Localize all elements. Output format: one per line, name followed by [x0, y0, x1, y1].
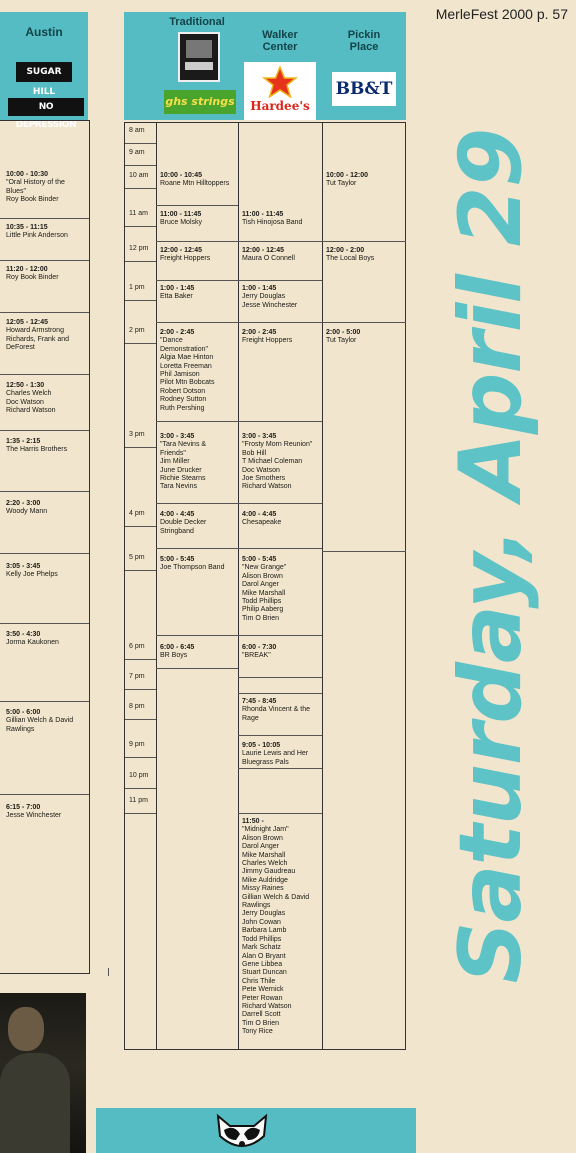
- pickin-entry: [326, 172, 368, 189]
- walker-entry-performer: Bluegrass Pals: [242, 758, 289, 766]
- walker-entry-performer: Jerry Douglas: [242, 910, 286, 918]
- traditional-entry-performer: Joe Thompson Band: [160, 564, 225, 572]
- walker-entry-performer: Rawlings: [242, 902, 271, 910]
- time-slot-rule: [125, 813, 156, 814]
- time-slot-rule: [125, 188, 156, 189]
- pickin-entry-time: 10:00 - 12:00: [326, 172, 369, 179]
- traditional-entry: [160, 211, 202, 228]
- austin-entry-performer: DeForest: [6, 344, 35, 352]
- austin-entry-performer: Woody Mann: [6, 508, 48, 516]
- traditional-entry-performer: Friends": [160, 449, 186, 457]
- time-slot-label: 4 pm: [129, 510, 145, 517]
- time-slot-rule: [125, 261, 156, 262]
- walker-entry-rule: [238, 768, 322, 769]
- pickin-entry-rule: [322, 551, 406, 552]
- no-depression-logo: NO DEPRESSION: [8, 98, 84, 116]
- bbt-wordmark: BB&T: [335, 79, 393, 99]
- traditional-entry-performer: Rodney Sutton: [160, 396, 207, 404]
- austin-entry-rule: [0, 794, 89, 795]
- time-slot-label: 6 pm: [129, 643, 145, 650]
- walker-entry-performer: Philip Aaberg: [242, 606, 284, 614]
- walker-entry-performer: T Michael Coleman: [242, 458, 303, 466]
- time-slot-label: 11 pm: [129, 797, 148, 804]
- ghs-strings-logo: ghs strings: [164, 90, 236, 114]
- austin-entry-time: 2:20 - 3:00: [6, 500, 41, 507]
- traditional-entry-time: 5:00 - 5:45: [160, 556, 195, 563]
- walker-entry: [242, 511, 281, 528]
- traditional-entry-rule: [156, 635, 238, 636]
- walker-entry-performer: Darol Anger: [242, 843, 279, 851]
- austin-entry: [6, 631, 86, 648]
- walker-entry-performer: Tim O Brien: [242, 614, 280, 622]
- pickin-entry-performer: Tut Taylor: [326, 337, 357, 345]
- traditional-entry: [160, 247, 210, 264]
- traditional-entry-performer: Algia Mae Hinton: [160, 354, 214, 362]
- austin-entry-time: 10:00 - 10:30: [6, 171, 49, 178]
- time-slot-label: 11 am: [129, 210, 148, 217]
- walker-entry-time: 2:00 - 2:45: [242, 329, 277, 336]
- time-slot-rule: [125, 689, 156, 690]
- austin-entry-performer: Jorma Kaukonen: [6, 639, 59, 647]
- walker-entry-performer: Rage: [242, 714, 259, 722]
- walker-entry-time: 9:05 - 10:05: [242, 742, 281, 749]
- photo-face: [8, 1007, 44, 1051]
- walker-entry-performer: "Frosty Morn Reunion": [242, 441, 313, 449]
- walker-entry-performer: Freight Hoppers: [242, 337, 293, 345]
- austin-entry-performer: "Oral History of the: [6, 179, 65, 187]
- walker-entry-rule: [238, 735, 322, 736]
- walker-entry-performer: "Midnight Jam": [242, 826, 289, 834]
- traditional-entry-rule: [156, 205, 238, 206]
- walker-entry-time: 11:00 - 11:45: [242, 211, 284, 218]
- traditional-entry: [160, 644, 194, 661]
- page-caption: MerleFest 2000 p. 57: [435, 6, 568, 22]
- time-slot-label: 12 pm: [129, 245, 149, 252]
- time-slot-rule: [125, 343, 156, 344]
- walker-entry-time: 6:00 - 7:30: [242, 644, 277, 651]
- time-slot-rule: [125, 300, 156, 301]
- walker-entry-performer: Todd Phillips: [242, 935, 282, 943]
- austin-entry-performer: Howard Armstrong: [6, 327, 64, 335]
- walker-entry-performer: Jimmy Gaudreau: [242, 868, 296, 876]
- austin-entry-rule: [0, 553, 89, 554]
- walker-entry: [242, 556, 286, 623]
- traditional-entry: [160, 172, 229, 189]
- walker-entry-performer: Missy Raines: [242, 885, 284, 893]
- traditional-entry-performer: Bruce Molsky: [160, 219, 203, 227]
- traditional-entry-performer: Pilot Mtn Bobcats: [160, 379, 215, 387]
- time-slot-label: 5 pm: [129, 554, 145, 561]
- time-slot-label: 2 pm: [129, 327, 145, 334]
- walker-entry-performer: Bob Hill: [242, 449, 267, 457]
- austin-entry: [6, 709, 86, 734]
- walker-entry: [242, 644, 276, 661]
- austin-entry-time: 1:35 - 2:15: [6, 438, 41, 445]
- pickin-entry-rule: [322, 322, 406, 323]
- traditional-emblem-logo: [178, 32, 220, 82]
- traditional-entry-rule: [156, 421, 238, 422]
- traditional-entry-rule: [156, 241, 238, 242]
- walker-entry-performer: Maura O Connell: [242, 255, 295, 263]
- walker-entry-rule: [238, 635, 322, 636]
- walker-entry-performer: Tony Rice: [242, 1028, 273, 1036]
- walker-entry-performer: Barbara Lamb: [242, 927, 287, 935]
- grid-divider: [322, 123, 323, 1049]
- walker-entry-performer: Richard Watson: [242, 1002, 292, 1010]
- walker-entry-performer: Stuart Duncan: [242, 969, 287, 977]
- walker-entry: [242, 818, 309, 1037]
- walker-entry-performer: Pete Wernick: [242, 986, 284, 994]
- traditional-entry-performer: Tara Nevins: [160, 483, 197, 491]
- time-slot-rule: [125, 143, 156, 144]
- austin-entry-rule: [0, 623, 89, 624]
- austin-entry: [6, 382, 86, 416]
- austin-entry-performer: The Harris Brothers: [6, 446, 68, 454]
- pickin-entry-performer: The Local Boys: [326, 255, 375, 263]
- pickin-entry: [326, 247, 374, 264]
- walker-entry-performer: Gene Libbea: [242, 960, 283, 968]
- traditional-entry-rule: [156, 503, 238, 504]
- traditional-entry-performer: Stringband: [160, 527, 194, 535]
- walker-entry-performer: Peter Rowan: [242, 994, 283, 1002]
- time-slot-label: 8 am: [129, 127, 145, 134]
- walker-entry-rule: [238, 503, 322, 504]
- walker-entry-performer: "BREAK": [242, 652, 271, 660]
- time-slot-label: 10 pm: [129, 772, 149, 779]
- walker-entry-rule: [238, 280, 322, 281]
- time-slot-rule: [125, 788, 156, 789]
- time-slot-rule: [125, 526, 156, 527]
- performer-photo: [0, 993, 86, 1153]
- pickin-entry-rule: [322, 241, 406, 242]
- austin-entry-rule: [0, 260, 89, 261]
- austin-entry-time: 3:50 - 4:30: [6, 631, 41, 638]
- walker-entry-time: 12:00 - 12:45: [242, 247, 285, 254]
- austin-entry-rule: [0, 491, 89, 492]
- walker-entry-time: 4:00 - 4:45: [242, 511, 277, 518]
- pickin-entry: [326, 329, 360, 346]
- walker-entry-performer: Mark Schatz: [242, 944, 281, 952]
- pickin-entry-performer: Tut Taylor: [326, 180, 357, 188]
- austin-entry: [6, 319, 86, 353]
- sugar-hill-logo: SUGAR HILL: [16, 62, 72, 82]
- traditional-entry-performer: Loretta Freeman: [160, 362, 212, 370]
- austin-entry-rule: [0, 430, 89, 431]
- austin-entry-time: 3:05 - 3:45: [6, 563, 41, 570]
- traditional-entry-performer: "Dance: [160, 337, 183, 345]
- traditional-entry-performer: Jim Miller: [160, 458, 190, 466]
- walker-entry-rule: [238, 241, 322, 242]
- austin-entry-performer: Roy Book Binder: [6, 274, 59, 282]
- pickin-entry-time: 2:00 - 5:00: [326, 329, 361, 336]
- time-slot-rule: [125, 659, 156, 660]
- traditional-entry-time: 1:00 - 1:45: [160, 285, 195, 292]
- traditional-entry-performer: Etta Baker: [160, 293, 193, 301]
- walker-entry-performer: Rhonda Vincent & the: [242, 706, 310, 714]
- austin-entry-performer: Richards, Frank and: [6, 335, 70, 343]
- austin-entry-rule: [0, 218, 89, 219]
- walker-entry-performer: Charles Welch: [242, 860, 288, 868]
- traditional-entry-performer: Richie Stearns: [160, 475, 206, 483]
- walker-entry-performer: Mike Marshall: [242, 851, 286, 859]
- walker-entry-time: 3:00 - 3:45: [242, 433, 277, 440]
- austin-entry-performer: Blues": [6, 187, 26, 195]
- walker-entry-rule: [238, 693, 322, 694]
- traditional-entry: [160, 556, 224, 573]
- stage-header-band: [124, 12, 406, 120]
- walker-entry-rule: [238, 322, 322, 323]
- pickin-stage-header: [322, 12, 406, 120]
- austin-entry-rule: [0, 312, 89, 313]
- walker-stage-header: [238, 12, 322, 120]
- traditional-entry-time: 10:00 - 10:45: [160, 172, 203, 179]
- traditional-stage-header: [156, 12, 238, 120]
- austin-entry: [6, 563, 86, 580]
- walker-entry-performer: Mike Marshall: [242, 589, 286, 597]
- traditional-entry-performer: "Tara Nevins &: [160, 441, 207, 449]
- margin-mark: [108, 968, 109, 976]
- traditional-entry-rule: [156, 322, 238, 323]
- traditional-entry-time: 4:00 - 4:45: [160, 511, 195, 518]
- austin-entry-rule: [0, 374, 89, 375]
- austin-entry-performer: Charles Welch: [6, 390, 52, 398]
- time-slot-label: 9 am: [129, 149, 145, 156]
- traditional-entry-time: 2:00 - 2:45: [160, 329, 195, 336]
- walker-entry-performer: Jerry Douglas: [242, 293, 286, 301]
- austin-entry-performer: Jesse Winchester: [6, 812, 62, 820]
- walker-entry-rule: [238, 677, 322, 678]
- austin-entry-performer: Rawlings: [6, 725, 35, 733]
- walker-entry-performer: Tim O Brien: [242, 1019, 280, 1027]
- austin-entry-performer: Gillian Welch & David: [6, 717, 74, 725]
- walker-entry: [242, 742, 308, 767]
- austin-entry: [6, 438, 86, 455]
- walker-entry-time: 5:00 - 5:45: [242, 556, 277, 563]
- austin-entry-performer: Kelly Joe Phelps: [6, 571, 58, 579]
- walker-entry-performer: Mike Auldridge: [242, 876, 288, 884]
- hardees-logo: [244, 62, 316, 120]
- hardees-star-icon: [260, 66, 300, 98]
- traditional-entry-time: 11:00 - 11:45: [160, 211, 202, 218]
- traditional-entry-performer: Robert Dotson: [160, 387, 206, 395]
- austin-entry-performer: Roy Book Binder: [6, 196, 59, 204]
- walker-entry-performer: Gillian Welch & David: [242, 893, 310, 901]
- traditional-entry: [160, 329, 214, 413]
- walker-entry: [242, 329, 292, 346]
- walker-entry-performer: Darol Anger: [242, 581, 279, 589]
- walker-entry-performer: Chris Thile: [242, 977, 276, 985]
- pickin-entry-time: 12:00 - 2:00: [326, 247, 365, 254]
- austin-entry: [6, 804, 86, 821]
- walker-entry-performer: Doc Watson: [242, 466, 280, 474]
- walker-entry-performer: Alison Brown: [242, 834, 283, 842]
- time-slot-rule: [125, 447, 156, 448]
- walker-entry: [242, 698, 310, 723]
- walker-entry-performer: Alison Brown: [242, 572, 283, 580]
- walker-entry-performer: Alan O Bryant: [242, 952, 286, 960]
- walker-entry-performer: Richard Watson: [242, 483, 292, 491]
- traditional-entry-performer: June Drucker: [160, 466, 202, 474]
- traditional-entry-rule: [156, 280, 238, 281]
- time-slot-label: 1 pm: [129, 284, 145, 291]
- austin-entry-time: 11:20 - 12:00: [6, 266, 48, 273]
- walker-entry-rule: [238, 813, 322, 814]
- austin-entry-time: 12:50 - 1:30: [6, 382, 45, 389]
- time-slot-rule: [125, 719, 156, 720]
- walker-entry-time: 11:50 -: [242, 818, 264, 825]
- walker-entry-performer: John Cowan: [242, 918, 281, 926]
- traditional-entry-performer: Ruth Pershing: [160, 404, 205, 412]
- time-slot-rule: [125, 757, 156, 758]
- austin-entry-rule: [0, 701, 89, 702]
- austin-entry-performer: Richard Watson: [6, 407, 56, 415]
- walker-entry-performer: "New Grange": [242, 564, 287, 572]
- day-title: Saturday, April 29: [441, 128, 541, 984]
- raccoon-mascot-icon: [212, 1112, 272, 1153]
- austin-entry: [6, 500, 86, 517]
- walker-entry-rule: [238, 421, 322, 422]
- walker-entry-rule: [238, 548, 322, 549]
- time-slot-rule: [125, 226, 156, 227]
- time-slot-label: 3 pm: [129, 431, 145, 438]
- austin-entry: [6, 171, 86, 205]
- walker-entry: [242, 211, 302, 228]
- pickin-stage-title: Pickin Place: [347, 29, 381, 53]
- walker-stage-title: Walker Center: [262, 29, 298, 53]
- hardees-wordmark: Hardee's: [250, 99, 310, 113]
- walker-entry-performer: Darrell Scott: [242, 1011, 281, 1019]
- austin-entry-performer: Doc Watson: [6, 398, 44, 406]
- austin-entry-time: 6:15 - 7:00: [6, 804, 41, 811]
- walker-entry: [242, 285, 297, 310]
- traditional-entry: [160, 433, 206, 492]
- time-slot-label: 9 pm: [129, 741, 145, 748]
- bbt-logo: [332, 72, 396, 106]
- schedule-grid: [124, 122, 406, 1050]
- traditional-entry-performer: Roane Mtn Hilltoppers: [160, 180, 230, 188]
- walker-entry: [242, 433, 312, 492]
- traditional-entry-time: 3:00 - 3:45: [160, 433, 195, 440]
- grid-divider: [238, 123, 239, 1049]
- time-slot-label: 7 pm: [129, 673, 145, 680]
- traditional-entry-performer: Demonstration": [160, 345, 209, 353]
- traditional-entry-performer: Phil Jamison: [160, 371, 200, 379]
- walker-entry-performer: Tish Hinojosa Band: [242, 219, 303, 227]
- traditional-entry-rule: [156, 548, 238, 549]
- photo-body: [0, 1053, 70, 1153]
- walker-entry-performer: Joe Smothers: [242, 475, 286, 483]
- walker-entry-performer: Todd Phillips: [242, 598, 282, 606]
- traditional-entry-performer: Freight Hoppers: [160, 255, 211, 263]
- walker-entry-performer: Jesse Winchester: [242, 301, 298, 309]
- traditional-entry-performer: Double Decker: [160, 519, 207, 527]
- grid-divider: [156, 123, 157, 1049]
- time-slot-rule: [125, 165, 156, 166]
- walker-entry-performer: Chesapeake: [242, 519, 282, 527]
- traditional-entry: [160, 511, 206, 536]
- time-slot-label: 8 pm: [129, 703, 145, 710]
- traditional-entry-performer: BR Boys: [160, 652, 188, 660]
- time-slot-rule: [125, 570, 156, 571]
- austin-stage-title: Austin: [25, 25, 63, 39]
- traditional-stage-title: Traditional: [169, 16, 225, 28]
- austin-entry-time: 12:05 - 12:45: [6, 319, 49, 326]
- traditional-entry-time: 12:00 - 12:45: [160, 247, 203, 254]
- austin-entry-performer: Little Pink Anderson: [6, 232, 68, 240]
- austin-stage-header: [0, 12, 88, 130]
- traditional-entry-time: 6:00 - 6:45: [160, 644, 195, 651]
- traditional-entry-rule: [156, 668, 238, 669]
- walker-entry-performer: Laurie Lewis and Her: [242, 750, 309, 758]
- austin-entry-time: 5:00 - 6:00: [6, 709, 41, 716]
- time-slot-label: 10 am: [129, 172, 149, 179]
- traditional-entry: [160, 285, 194, 302]
- austin-entry: [6, 266, 86, 283]
- austin-schedule-column: [0, 120, 90, 974]
- austin-entry: [6, 224, 86, 241]
- austin-entry-time: 10:35 - 11:15: [6, 224, 48, 231]
- walker-entry: [242, 247, 295, 264]
- walker-entry-time: 7:45 - 8:45: [242, 698, 277, 705]
- walker-entry-time: 1:00 - 1:45: [242, 285, 277, 292]
